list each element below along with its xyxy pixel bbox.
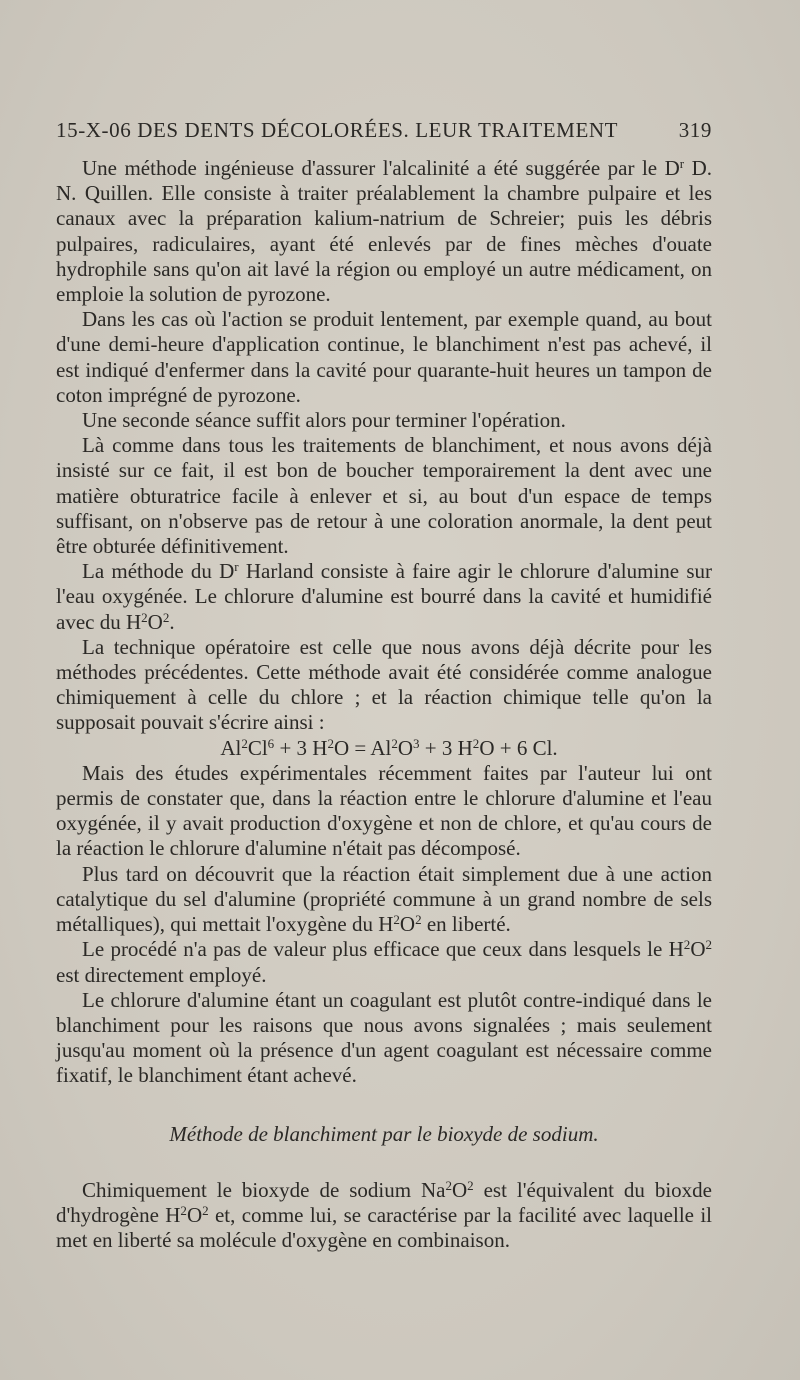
running-header bbox=[56, 118, 712, 143]
paragraph: Là comme dans tous les traitements de blanchiment, et nous avons déjà insisté sur ce fait, il est bon de boucher temporairement la dent avec une matière obturatrice facile à enlever et si, au bout d'un espace de temps suffisant, on n'observe pas de retour à une coloration anormale, la dent peut être obturée définitivement. bbox=[56, 433, 712, 559]
chemical-equation: $Al^2Cl^6 + 3$ $H^2O = Al^2O^3 + 3$ $H^2O + 6$ Cl. bbox=[220, 735, 558, 760]
paragraph: Dans les cas où l'action se produit lentement, par exemple quand, au bout d'une demi-heure d'application continue, le blanchiment n'est pas achevé, il est indiqué d'enfermer dans la cavité pour quarante-huit heures un tampon de coton imprégné de pyrozone. bbox=[56, 307, 712, 407]
paragraph: La méthode du $D^r$ Harland consiste à faire agir le chlorure d'alumine sur l'eau oxygénée. Le chlorure d'alumine est bourré dans la cavité et humidifié avec du $H^2O^2$. bbox=[56, 559, 713, 634]
paragraph: Le procédé n'a pas de valeur plus efficace que ceux dans lesquels le $H^2O^2$ est directement employé. bbox=[56, 937, 712, 987]
body-text bbox=[56, 156, 712, 1253]
paragraph: Chimiquement le bioxyde de sodium $Na^2O^2$ est l'équivalent du bioxde d'hydrogène $H^2O^2$ et, comme lui, se caractérise par la facilité avec laquelle il met en liberté sa molécule d'oxygène en combinaison. bbox=[56, 1177, 712, 1253]
page-number: 319 bbox=[678, 118, 712, 142]
running-header-title: 15-X-06 DES DENTS DÉCOLORÉES. LEUR TRAITEMENT bbox=[56, 118, 619, 142]
section-heading: Méthode de blanchiment par le bioxyde de sodium. bbox=[169, 1121, 599, 1146]
paragraph: Plus tard on découvrit que la réaction était simplement due à une action catalytique du sel d'alumine (propriété commune à un grand nombre de sels métalliques), qui mettait l'oxygène du $H^2O^2$ en liberté. bbox=[56, 861, 712, 937]
paragraph: Une seconde séance suffit alors pour terminer l'opération. bbox=[82, 408, 566, 433]
paragraph: Mais des études expérimentales récemment faites par l'auteur lui ont permis de constater que, dans la réaction entre le chlorure d'alumine et l'eau oxygénée, il y avait production d'oxygène et non de chlore, et qu'au cours de la réaction le chlorure d'alumine n'était pas décomposé. bbox=[56, 760, 712, 861]
paragraph: Une méthode ingénieuse d'assurer l'alcalinité a été suggérée par le $D^r$ D. N. Quillen. Elle consiste à traiter préalablement la chambre pulpaire et les canaux avec la préparation kalium-natrium de Schreier; puis les débris pulpaires, radiculaires, ayant été enlevés par de fines mèches d'ouate hydrophile sans qu'on ait lavé la région ou employé un autre médicament, on emploie la solution de pyrozone. bbox=[56, 155, 712, 307]
paragraph: La technique opératoire est celle que nous avons déjà décrite pour les méthodes précédentes. Cette méthode avait été considérée comme analogue chimiquement à celle du chlore ; et la réaction chimique telle qu'on la supposait pouvait s'écrire ainsi : bbox=[56, 634, 712, 735]
paragraph: Le chlorure d'alumine étant un coagulant est plutôt contre-indiqué dans le blanchiment pour les raisons que nous avons signalées ; mais seulement jusqu'au moment où la présence d'un agent coagulant est nécessaire comme fixatif, le blanchiment étant achevé. bbox=[56, 987, 712, 1088]
